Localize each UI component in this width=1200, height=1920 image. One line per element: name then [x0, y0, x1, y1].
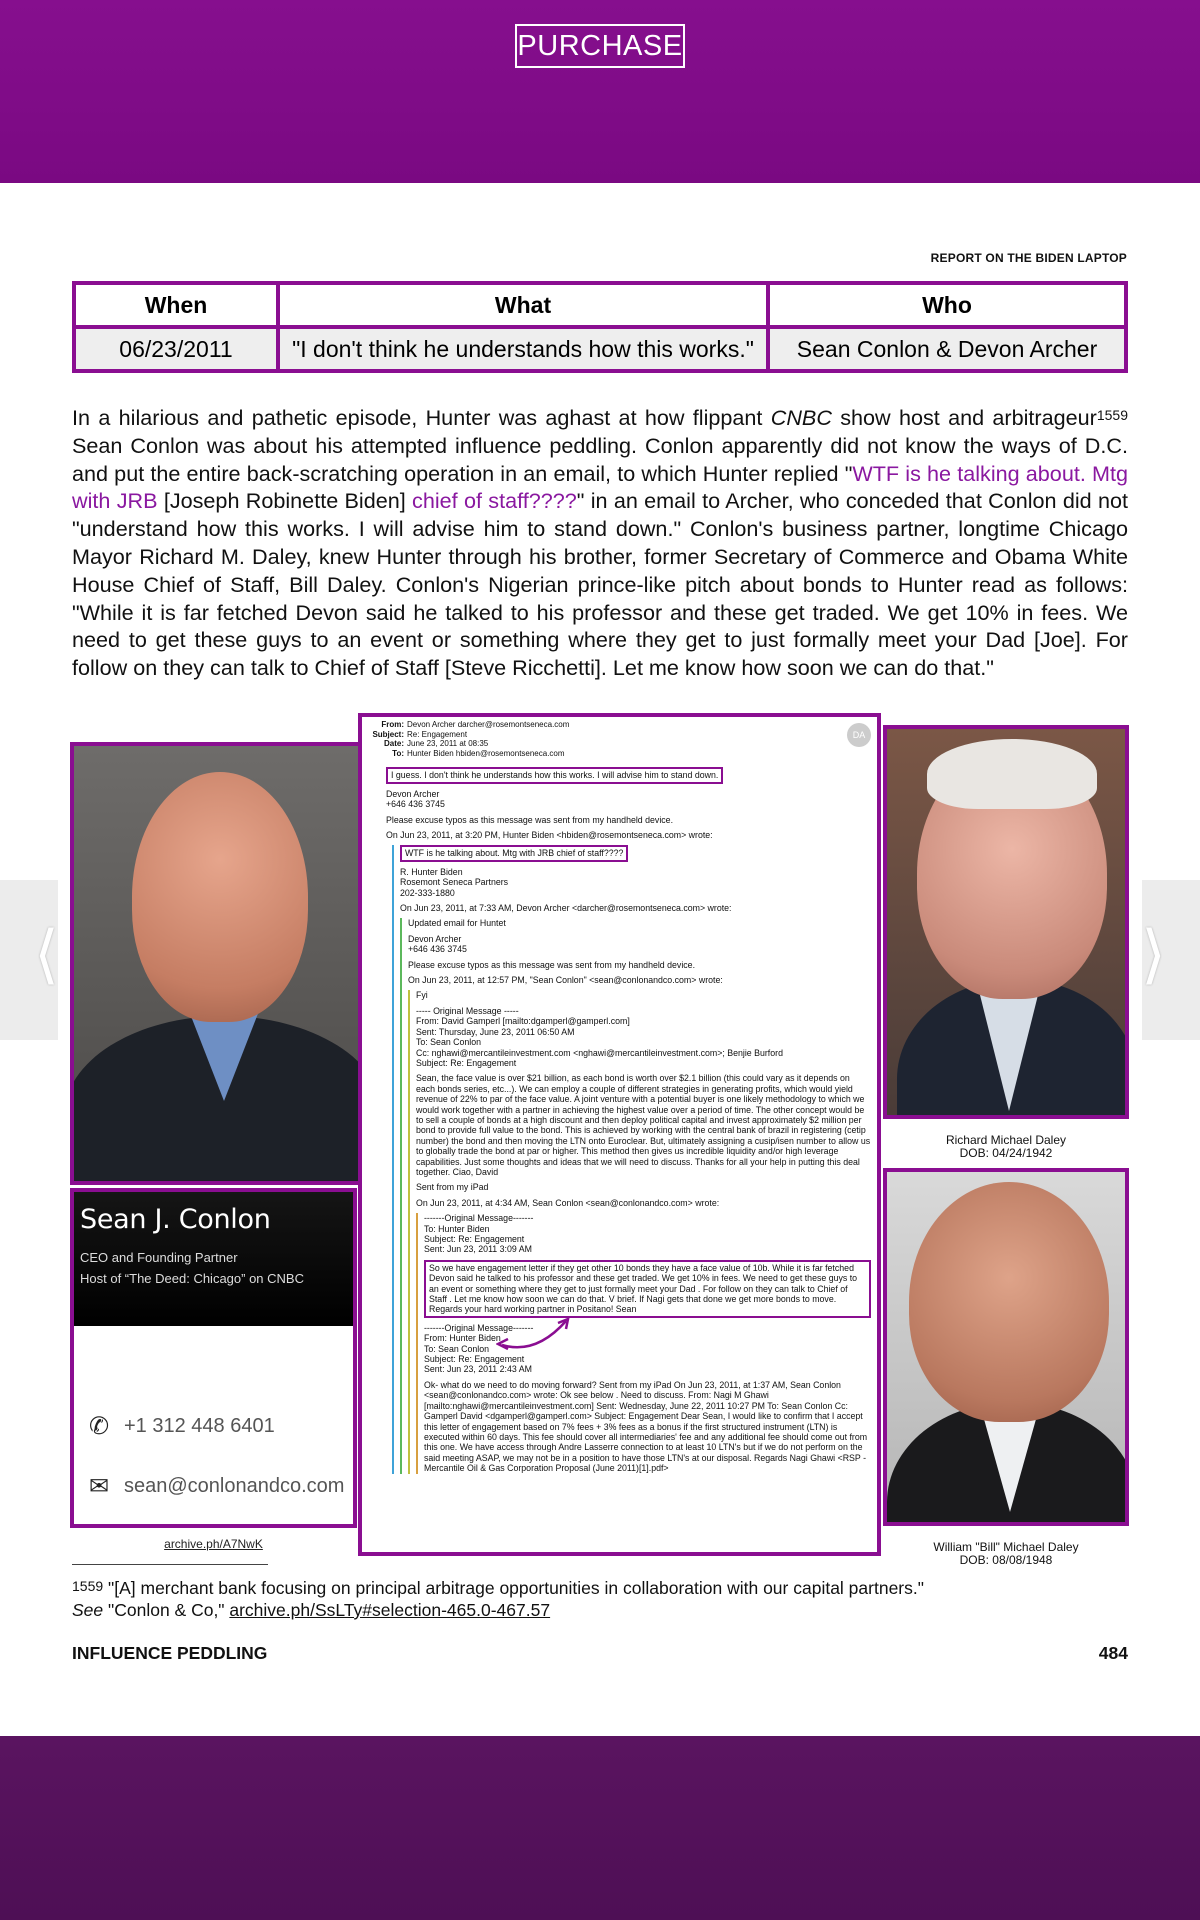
card-role-line: Host of “The Deed: Chicago” on CNBC [80, 1271, 304, 1286]
card-phone-line [74, 1412, 353, 1441]
email-tail: Ok- what do we need to do moving forward? Sent from my iPad On Jun 23, 2011, at 1:37 AM, Sean Conlon <sean@conlonandco.com> wrote: Ok see below . Need to discuss. From: Nagi M Ghawi [mailto:nghawi@mercantileinvestment.com] Sent: Wednesday, June 22, 2011 10:27 PM To: Sean Conlon Cc: Gamperl David <dgamperl@gamperl.com> Subject: Engagement Dear Sean, I would like to confirm that I accept this letter of engagement based on 7% fees + 3% fees as a bonus if the first structured instrument (LTN) is executed within 60 days. This fee should cover all intermediaries' fee and any additional fee should come out from this one. We have access through Andre Lasserre connection to at least 10 LTN's but if we do not perform on the said meeting ASAP, we may not be in a position to have those LTN's at our disposal. Regards Nagi Ghawi <RSP - Mercantile Oil & Gas Corporation Proposal (June 2011)[1].pdf> [424, 1379, 868, 1474]
hdr-label: Subject: [372, 729, 404, 739]
text-run: Sean Conlon was about his attempted influence peddling. Conlon apparently did not know the ways of D.C. and put the entire back-scratching operation in an email, to which Hunter replied " [72, 432, 1128, 486]
email-body [362, 758, 877, 1473]
hdr-label: To: [392, 748, 404, 758]
sig-line: Devon Archer [408, 933, 462, 944]
bill-daley-caption [883, 1541, 1129, 1567]
email-line: ----- Original Message ----- [416, 1005, 519, 1016]
email-line: Sent: Jun 23, 2011 2:43 AM [424, 1364, 532, 1375]
card-role-line: CEO and Founding Partner [80, 1250, 238, 1265]
card-email-line [74, 1472, 353, 1501]
archive-link[interactable]: archive.ph/A7NwK [164, 1537, 263, 1551]
typo-note: Please excuse typos as this message was sent from my handheld device. [386, 814, 674, 825]
hdr-label: Date: [383, 739, 404, 749]
email-line: -------Original Message------- [424, 1213, 534, 1224]
footnote-divider [72, 1564, 268, 1565]
sig-line: R. Hunter Biden [400, 866, 463, 877]
quote-intro: On Jun 23, 2011, at 12:57 PM, "Sean Conlon" <sean@conlonandco.com> wrote: [408, 975, 723, 986]
email-subject: Re: Engagement [407, 729, 468, 739]
photo-head [909, 1182, 1109, 1422]
photo-head [132, 772, 308, 1022]
richard-daley-caption [883, 1134, 1129, 1160]
hdr-label: From: [381, 720, 404, 729]
cnbc-italic: CNBC [770, 405, 832, 430]
card-email: sean@conlonandco.com [124, 1475, 345, 1497]
book-page [0, 183, 1200, 1736]
footnote [72, 1577, 1128, 1621]
quote-level-3 [408, 990, 871, 1473]
footnote-ref[interactable]: 1559 [1096, 407, 1128, 423]
purchase-button[interactable]: PURCHASE [515, 24, 685, 68]
bill-daley-photo [883, 1168, 1129, 1526]
highlighted-wtf: WTF is he talking about. Mtg with JRB chief of staff???? [400, 845, 628, 861]
email-line: Subject: Re: Engagement [416, 1057, 517, 1068]
card-header [74, 1192, 353, 1326]
email-line: Cc: nghawi@mercantileinvestment.com <nghawi@mercantileinvestment.com>; Benjie Burford [416, 1047, 783, 1058]
footnote-number: 1559 [72, 1578, 104, 1594]
email-date: June 23, 2011 at 08:35 [407, 739, 489, 749]
footnote-text: "[A] merchant bank focusing on principal arbitrage opportunities in collaboration with our capital partners." [103, 1578, 924, 1598]
text-run: " in an email to Archer, who conceded that Conlon did not "understand how this works. I will advise him to stand down." Conlon's business partner, longtime Chicago Mayor Richard M. Daley, knew Hunter through his brother, former Secretary of Commerce and Obama White House Chief of Staff, Bill Daley. Conlon's Nigerian prince-like pitch about bonds to Hunter read as follows: "While it is far fetched Devon said he talked to his professor and these get traded. We get 10% in fees. We need to get these guys to an event or something where they get to just formally meet your Dad [Joe]. For follow on they can talk to Chief of Staff [Steve Ricchetti]. Let me know how soon we can do that." [72, 488, 1129, 681]
caption-name: William "Bill" Michael Daley [933, 1540, 1079, 1554]
quote-intro: On Jun 23, 2011, at 3:20 PM, Hunter Biden <hbiden@rosemontseneca.com> wrote: [386, 830, 713, 840]
table-header-row [74, 283, 1126, 327]
quote-intro: On Jun 23, 2011, at 7:33 AM, Devon Archer <darcher@rosemontseneca.com> wrote: [400, 903, 732, 914]
footnote-see: See [72, 1600, 104, 1620]
original-message-header [416, 1006, 871, 1068]
quote-level-1 [392, 845, 871, 1473]
quote-highlight: WTF is he talking about. Mtg with JRB [72, 460, 1128, 514]
avatar: DA [847, 723, 871, 747]
signature [386, 789, 871, 810]
sig-line: 202-333-1880 [400, 887, 455, 898]
page-number: 484 [1098, 1643, 1128, 1663]
top-bar [0, 0, 1200, 183]
annotation-arrow-icon [496, 1317, 576, 1353]
phone-icon: ✆ [88, 1413, 110, 1440]
typo-note: Please excuse typos as this message was sent from my handheld device. [408, 959, 696, 970]
body-paragraph [72, 404, 1128, 682]
email-line: From: David Gamperl [mailto:dgamperl@gamperl.com] [416, 1016, 630, 1027]
card-role [80, 1247, 347, 1289]
table-cell-who: Sean Conlon & Devon Archer [768, 327, 1126, 371]
email-line: Fyi [416, 990, 428, 1001]
sig-line: Rosemont Seneca Partners [400, 877, 509, 888]
bond-text: Sean, the face value is over $21 billion, as each bond is worth over $2.1 billion (this could vary as it depends on each bonds series, etc...). We can employ a couple of different strategies in generating profits, which would yield revenue of 22% to par of the face value. A joint venture with a potential buyer is one likely methodology to which we would work together with a partner in achieving the highest value over a period of time. The other concept would be to sell a couple of bonds at a high discount and then deploy political capital and invest approximately $2 million per bond to provide full value to the bond. This is achieved by working with the central bank of brazil in registering (cetip number) the bond and then moving the LTN onto Euroclear. But, ultimately assigning a cusip/isen number to allow us to globally trade the bond at par or higher. This method then gives us incredible liquidity and/or high leverage capabilities. Just some thoughts and ideas that we will need to discuss. Thanks for all your help in putting this deal together. Ciao, David [416, 1073, 871, 1177]
email-screenshot [358, 713, 881, 1556]
email-line: Sent from my iPad [416, 1182, 489, 1193]
original-message-header [424, 1213, 871, 1255]
photo-hair [927, 739, 1097, 809]
email-from: Devon Archer darcher@rosemontseneca.com [407, 720, 570, 729]
caption-dob: DOB: 04/24/1942 [959, 1146, 1053, 1160]
text-run: show host and arbitrageur [831, 405, 1097, 430]
table-header-when: When [74, 283, 278, 327]
email-line: Updated email for Huntet [408, 918, 506, 929]
quote-highlight: chief of staff???? [412, 488, 577, 514]
original-message-header [424, 1323, 871, 1375]
email-line: Subject: Re: Engagement [424, 1354, 525, 1365]
table-row [74, 327, 1126, 371]
footnote-link[interactable]: archive.ph/SsLTy#selection-465.0-467.57 [229, 1600, 551, 1620]
caption-name: Richard Michael Daley [945, 1133, 1067, 1147]
footnote-text: "Conlon & Co," [103, 1600, 230, 1620]
envelope-icon: ✉ [88, 1473, 110, 1500]
highlighted-pitch: So we have engagement letter if they get other 10 bonds they have a face value of 10b. While it is far fetched Devon said he talked to his professor and these get traded. We get 10% in fees. We need to get these guys to an event or something where they get to just formally meet your Dad . For follow on they can talk to Chief of Staff . Let me know how soon we can do that. V brief. If Nagi gets that done we get more bonds to move. Regards your hard working partner in Positano! Sean [424, 1260, 871, 1318]
email-line: -------Original Message------- [424, 1322, 534, 1333]
when-what-who-table [72, 281, 1128, 373]
email-line: From: Hunter Biden [424, 1333, 501, 1344]
sean-conlon-photo [70, 742, 370, 1185]
table-cell-when: 06/23/2011 [74, 327, 278, 371]
table-header-who: Who [768, 283, 1126, 327]
email-line: Sent: Thursday, June 23, 2011 06:50 AM [416, 1026, 575, 1037]
email-line: To: Hunter Biden [424, 1223, 490, 1234]
email-line: To: Sean Conlon [416, 1037, 482, 1048]
running-head: REPORT ON THE BIDEN LAPTOP [930, 251, 1127, 265]
section-footer: INFLUENCE PEDDLING [72, 1643, 268, 1663]
email-header [362, 717, 877, 758]
chevron-left-icon[interactable]: ⟨ [34, 918, 59, 992]
business-card [70, 1188, 357, 1528]
highlighted-reply: I guess. I don't think he understands how this works. I will advise him to stand down. [386, 767, 723, 783]
email-line: Subject: Re: Engagement [424, 1234, 525, 1244]
chevron-right-icon[interactable]: ⟩ [1141, 918, 1166, 992]
text-run: [Joseph Robinette Biden] [157, 488, 413, 514]
sig-line: +646 436 3745 [408, 944, 467, 955]
card-name: Sean J. Conlon [80, 1204, 271, 1235]
caption-dob: DOB: 08/08/1948 [959, 1553, 1053, 1567]
email-line: To: Sean Conlon [424, 1343, 490, 1354]
table-header-what: What [278, 283, 768, 327]
quote-level-2 [400, 918, 871, 1473]
signature [408, 934, 871, 955]
sig-line: +646 436 3745 [386, 799, 445, 810]
email-line: Sent: Jun 23, 2011 3:09 AM [424, 1244, 532, 1255]
table-cell-what: "I don't think he understands how this works." [278, 327, 768, 371]
text-run: In a hilarious and pathetic episode, Hunter was aghast at how flippant [72, 405, 771, 430]
quote-intro: On Jun 23, 2011, at 4:34 AM, Sean Conlon <sean@conlonandco.com> wrote: [416, 1197, 720, 1208]
quote-level-4 [416, 1213, 871, 1473]
hunter-signature [400, 867, 871, 898]
email-to: Hunter Biden hbiden@rosemontseneca.com [407, 748, 565, 758]
card-phone: +1 312 448 6401 [124, 1415, 275, 1437]
sig-line: Devon Archer [386, 788, 440, 799]
bottom-bar [0, 1736, 1200, 1920]
richard-daley-photo [883, 725, 1129, 1119]
